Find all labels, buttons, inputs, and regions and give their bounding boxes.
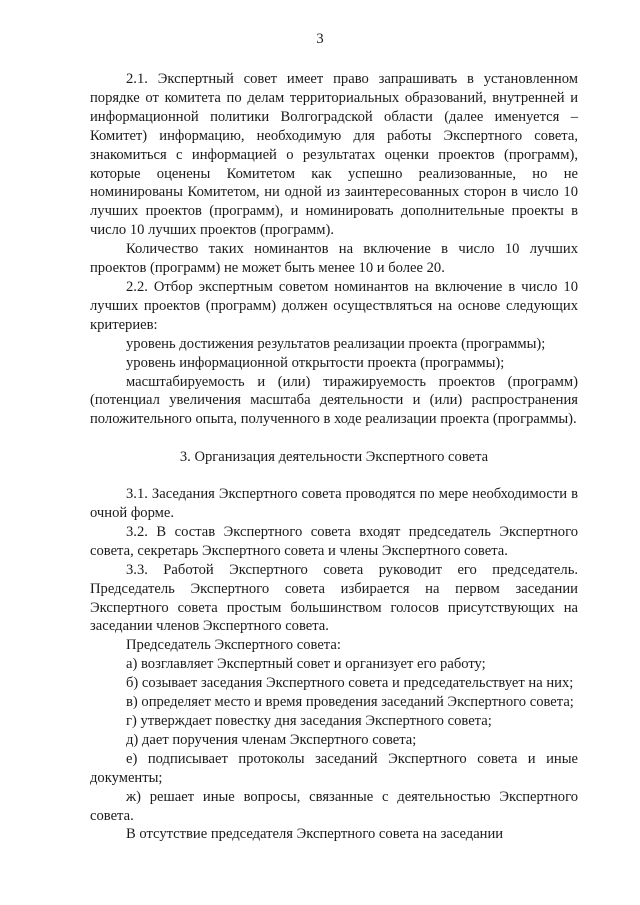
page-number: 3 — [316, 31, 324, 47]
paragraph-3-2: 3.2. В состав Экспертного совета входят председатель Экспертного совета, секретарь Экспертного совета и члены Экспертного совета. — [90, 523, 578, 559]
paragraph-nominee-count: Количество таких номинантов на включение в число 10 лучших проектов (программ) не может быть менее 10 и более 20. — [90, 241, 578, 277]
paragraph-3-1: 3.1. Заседания Экспертного совета проводятся по мере необходимости в очной форме. — [90, 486, 578, 522]
document-body — [90, 70, 578, 844]
chairman-duty-v: в) определяет место и время проведения заседаний Экспертного совета; — [126, 694, 574, 711]
chairman-duty-a: а) возглавляет Экспертный совет и организует его работу; — [126, 656, 486, 673]
paragraph-3-3: 3.3. Работой Экспертного совета руководит его председатель. Председатель Экспертного совета избирается на первом заседании Экспертного совета простым большинством голосов присутствующих на заседании членов Экспертного совета. — [90, 561, 578, 635]
criterion-openness: уровень информационной открытости проекта (программы); — [126, 354, 505, 371]
section-3-heading: 3. Организация деятельности Экспертного совета — [179, 449, 489, 466]
paragraph-2-1: 2.1. Экспертный совет имеет право запрашивать в установленном порядке от комитета по делам территориальных образований, внутренней и информационной политики Волгоградской области (далее именуется – Комитет) информацию, необходимую для работы Экспертного совета, знакомиться с информацией о результатах оценки проектов (программ), которые оценены Комитетом как успешно реализованные, но не номинированы Комитетом, ни одной из заинтересованных сторон в число 10 лучших проектов (программ), и номинировать дополнительные проекты в число 10 лучших проектов (программ). — [90, 71, 578, 239]
chairman-duty-d: д) дает поручения членам Экспертного совета; — [126, 731, 417, 748]
chairman-duty-e: е) подписывает протоколы заседаний Экспертного совета и иные документы; — [90, 750, 578, 786]
criterion-results: уровень достижения результатов реализации проекта (программы); — [126, 335, 546, 352]
paragraph-2-2: 2.2. Отбор экспертным советом номинантов на включение в число 10 лучших проектов (программ) должен осуществляться на основе следующих критериев: — [90, 278, 578, 333]
chairman-duty-b: б) созывает заседания Экспертного совета и председательствует на них; — [126, 675, 574, 692]
criterion-scalability: масштабируемость и (или) тиражируемость проектов (программ) (потенциал увеличения масштаба деятельности и (или) распространения положительного опыта, полученного в ходе реализации проекта (программы). — [90, 373, 578, 428]
chairman-duty-g: г) утверждает повестку дня заседания Экспертного совета; — [126, 713, 492, 729]
chairman-duty-zh: ж) решает иные вопросы, связанные с деятельностью Экспертного совета. — [90, 788, 578, 824]
paragraph-chairman-intro: Председатель Экспертного совета: — [126, 637, 341, 654]
paragraph-chairman-absence: В отсутствие председателя Экспертного совета на заседании — [126, 826, 504, 843]
